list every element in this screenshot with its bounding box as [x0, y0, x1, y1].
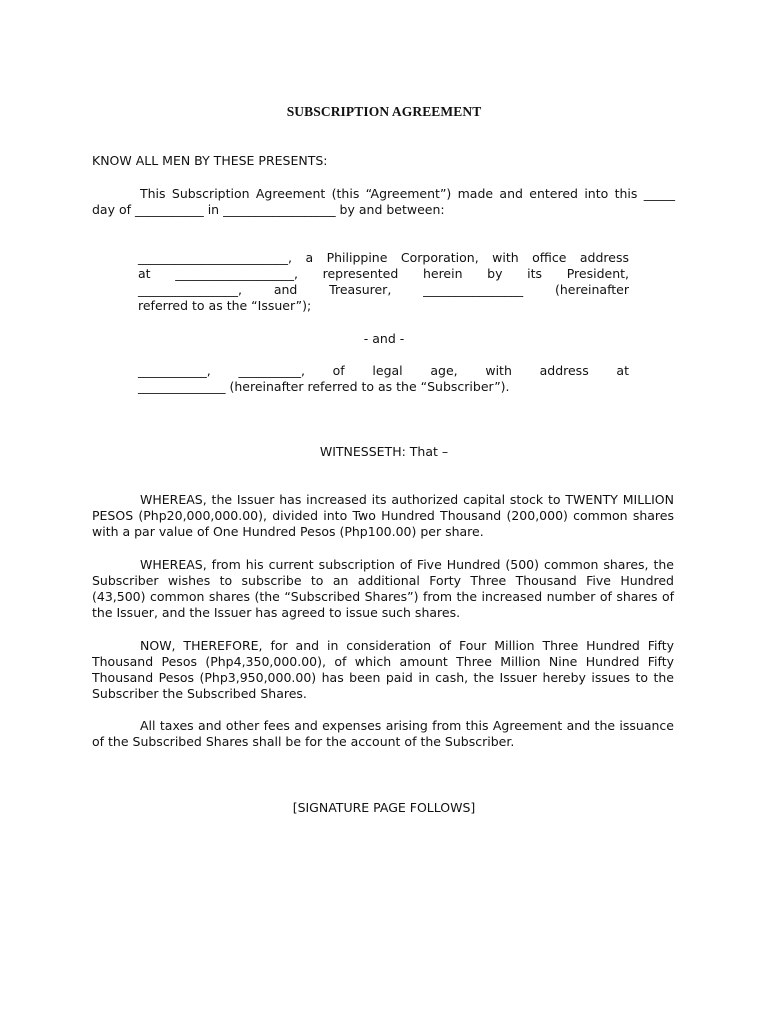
whereas-2-line-3: (43,500) common shares (the “Subscribed Shares”) from the increased number of shares of — [92, 589, 674, 604]
taxes-line-2: of the Subscribed Shares shall be for the account of the Subscriber. — [92, 734, 515, 749]
whereas-2-line-2: Subscriber wishes to subscribe to an additional Forty Three Thousand Five Hundred — [92, 573, 674, 588]
opening-line: KNOW ALL MEN BY THESE PRESENTS: — [92, 153, 328, 168]
therefore-line-4: Subscriber the Subscribed Shares. — [92, 686, 307, 701]
signature-page-note: [SIGNATURE PAGE FOLLOWS] — [292, 800, 476, 815]
whereas-2-line-1: WHEREAS, from his current subscription of Five Hundred (500) common shares, the — [140, 557, 674, 572]
whereas-2-line-4: the Issuer, and the Issuer has agreed to issue such shares. — [92, 605, 461, 620]
issuer-line-2: at ___________________, represented herein by its President, — [138, 266, 629, 281]
issuer-line-4: referred to as the “Issuer”); — [138, 298, 312, 313]
therefore-line-2: Thousand Pesos (Php4,350,000.00), of which amount Three Million Nine Hundred Fifty — [92, 654, 674, 669]
and-separator: - and - — [363, 331, 405, 346]
whereas-1-line-3: with a par value of One Hundred Pesos (Php100.00) per share. — [92, 524, 484, 539]
whereas-1-line-1: WHEREAS, the Issuer has increased its authorized capital stock to TWENTY MILLION — [140, 492, 674, 507]
therefore-line-3: Thousand Pesos (Php3,950,000.00) has been paid in cash, the Issuer hereby issues to the — [92, 670, 674, 685]
whereas-1-line-2: PESOS (Php20,000,000.00), divided into Two Hundred Thousand (200,000) common shares — [92, 508, 674, 523]
document-title: SUBSCRIPTION AGREEMENT — [286, 104, 482, 119]
intro-line-2: day of ___________ in __________________ by and between: — [92, 202, 445, 217]
therefore-line-1: NOW, THEREFORE, for and in consideration of Four Million Three Hundred Fifty — [140, 638, 674, 653]
witnesseth-heading: WITNESSETH: That – — [319, 444, 449, 459]
subscriber-line-1: ___________, __________, of legal age, with address at — [138, 363, 629, 378]
taxes-line-1: All taxes and other fees and expenses arising from this Agreement and the issuance — [140, 718, 674, 733]
subscriber-line-2: ______________ (hereinafter referred to as the “Subscriber”). — [138, 379, 510, 394]
intro-line-1: This Subscription Agreement (this “Agreement”) made and entered into this _____ — [140, 186, 675, 201]
issuer-line-1: ________________________, a Philippine Corporation, with office address — [138, 250, 629, 265]
issuer-line-3: ________________, and Treasurer, ________________ (hereinafter — [138, 282, 629, 297]
